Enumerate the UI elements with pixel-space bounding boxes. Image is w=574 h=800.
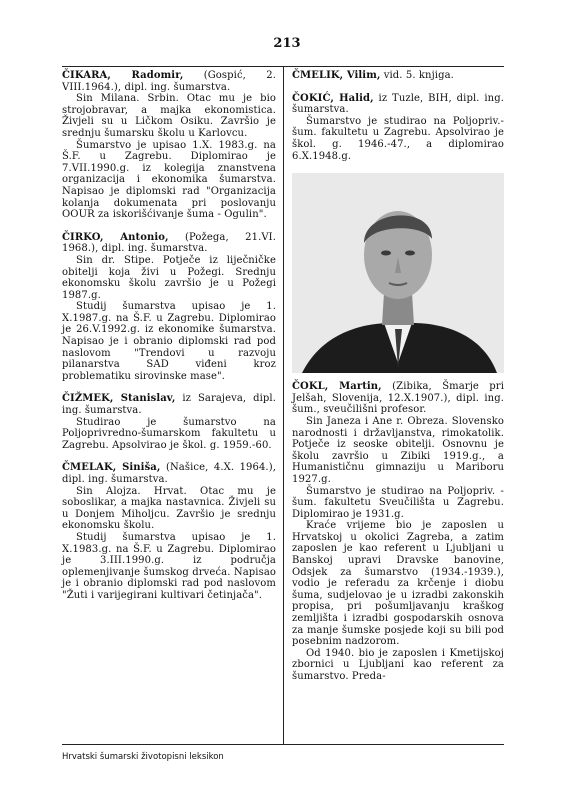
right-column — [292, 70, 504, 694]
entry-details: (Požega, 21.VI. 1968.), dipl. ing. šumarstva. — [62, 231, 277, 255]
entry-details: vid. 5. knjiga. — [380, 70, 454, 81]
entry-name: ČOKL, Martin, — [292, 381, 382, 393]
entry-heading — [292, 381, 504, 416]
entry-paragraph: Kraće vrijeme bio je zaposlen u Hrvatskoj u okolici Zagreba, a zatim zaposlen je kao referent u Ljubljani u Banskoj upravi Dravske banovine, Odsjek za šumarstvo (1934.-1939.), vodio je referadu za krčenje i diobu šuma, sudjelovao je u izradbi zakonskih propisa, pri pošumljavanju kraškog zemljišta i izradbi gospodarskih osnova za manje šumske posjede koji su bili pod posebnim nadzorom. — [292, 520, 504, 648]
portrait-image — [292, 173, 504, 373]
entry — [62, 70, 276, 221]
entry-heading — [62, 462, 276, 485]
entry-paragraph: Sin dr. Stipe. Potječe iz liječničke obitelji koja živi u Požegi. Srednju ekonomsku školu završio je u Požegi 1987.g. — [62, 254, 276, 301]
entry-name: ČIRKO, Antonio, — [62, 231, 169, 243]
entry-name: ČOKIĆ, Halid, — [292, 92, 374, 104]
entry-heading — [62, 70, 276, 93]
entry — [62, 462, 276, 601]
entry — [292, 93, 504, 163]
entry-name: ČIKARA, Radomir, — [62, 70, 184, 81]
entry — [62, 393, 276, 451]
entry — [62, 232, 276, 383]
entry-paragraph: Šumarstvo je upisao 1.X. 1983.g. na Š.F. u Zagrebu. Diplomirao je 7.VII.1990.g. iz kolegija znanstvena organizacija i ekonomika šumarstva. Napisao je diplomski rad "Organizacija kolanja dokumenata pri poslovanju OOUR za iskorišćivanje šuma - Ogulin". — [62, 139, 276, 221]
entry-paragraph: Sin Alojza. Hrvat. Otac mu je soboslikar, a majka nastavnica. Živjeli su u Donjem Miholjcu. Završio je srednju ekonomsku školu. — [62, 485, 276, 532]
entry-name: ČMELAK, Siniša, — [62, 462, 161, 474]
entry-paragraph: Sin Janeza i Ane r. Obreza. Slovensko narodnosti i državljanstva, rimokatolik. Potječe iz seoske obitelji. Osnovnu je školu završio u Zibiki 1919.g., a Humanističnu gimnaziju u Mariboru 1927.g. — [292, 415, 504, 485]
entry-paragraph: Od 1940. bio je zaposlen i Kmetijskoj zbornici u Ljubljani kao referent za šumarstvo. Preda- — [292, 647, 504, 682]
entry-paragraph: Studij šumarstva upisao je 1. X.1983.g. na Š.F. u Zagrebu. Diplomirao je 3.III.1990.g. iz područja oplemenjivanje šumskog drveća. Napisao je i obranio diplomski rad pod naslovom "Žuti i varijegirani kultivari četinjača". — [62, 531, 276, 601]
entry-heading — [62, 393, 276, 416]
entry-details: (Gospić, 2. VIII.1964.), dipl. ing. šumarstva. — [62, 70, 276, 93]
entry-details: (Zibika, Šmarje pri Jelšah, Slovenija, 12.X.1907.), dipl. ing. šum., sveučilišni profesor. — [292, 381, 504, 416]
column-divider — [283, 66, 284, 744]
entry-name: ČIŽMEK, Stanislav, — [62, 393, 176, 405]
entry-heading — [292, 93, 504, 116]
portrait-photo — [292, 173, 504, 373]
entry-details: iz Tuzle, BIH, dipl. ing. šumarstva. — [292, 92, 504, 116]
entry — [292, 381, 504, 682]
footer-rule — [62, 744, 504, 745]
footer-title: Hrvatski šumarski životopisni leksikon — [62, 752, 224, 762]
entry-heading — [62, 232, 276, 255]
entry — [292, 70, 504, 82]
entry-heading — [292, 70, 504, 82]
entry-paragraph: Šumarstvo je studirao na Poljopriv.-šum. fakultetu u Zagrebu. Apsolvirao je škol. g. 1946.-47., a diplomirao 6.X.1948.g. — [292, 115, 504, 162]
left-column — [62, 70, 276, 613]
entry-paragraph: Studirao je šumarstvo na Poljoprivredno-šumarskom fakultetu u Zagrebu. Apsolvirao je škol. g. 1959.-60. — [62, 416, 276, 451]
entry-details: iz Sarajeva, dipl. ing. šumarstva. — [62, 393, 276, 417]
entry-details: (Našice, 4.X. 1964.), dipl. ing. šumarstva. — [62, 462, 276, 485]
entry-paragraph: Šumarstvo je studirao na Poljopriv. - šum. fakultetu Sveučilišta u Zagrebu. Diplomirao je 1931.g. — [292, 485, 504, 520]
entry-paragraph: Sin Milana. Srbin. Otac mu je bio strojobravar, a majka ekonomistica. Živjeli su u Ličkom Osiku. Završio je srednju šumarsku školu u Karlovcu. — [62, 93, 276, 139]
page-number: 213 — [273, 36, 301, 51]
entry-name: ČMELIK, Vilim, — [292, 70, 381, 81]
entry-paragraph: Studij šumarstva upisao je 1. X.1987.g. na Š.F. u Zagrebu. Diplomirao je 26.V.1992.g. iz ekonomike šumarstva. Napisao je i obranio diplomski rad pod naslovom "Trendovi u razvoju pilanarstva SAD viđeni kroz problematiku sirovinske mase". — [62, 301, 276, 382]
